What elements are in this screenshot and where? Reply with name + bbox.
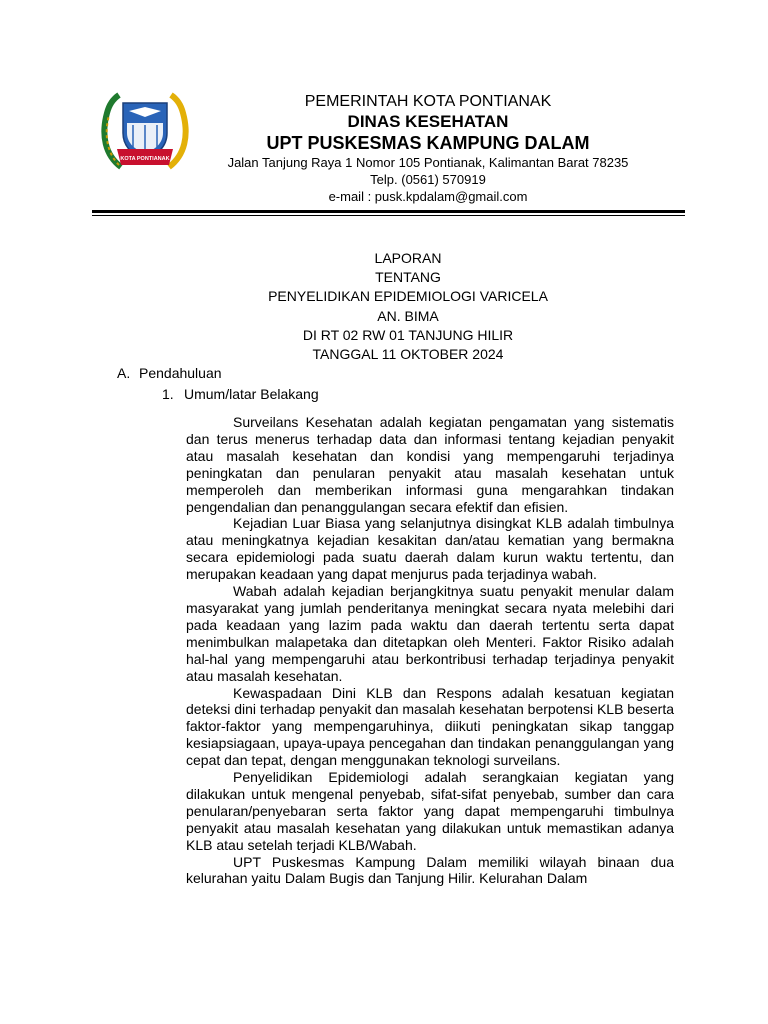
subsection-title: Umum/latar Belakang: [184, 386, 319, 402]
paragraph: Kejadian Luar Biasa yang selanjutnya disingkat KLB adalah timbulnya atau meningkatnya kejadian kesakitan dan/atau kematian yang bermakna secara epidemiologi pada suatu daerah dalam kurun waktu tertentu, dan merupakan keadaan yang dapat menjurus pada terjadinya wabah.: [186, 515, 674, 583]
body-text: [186, 414, 674, 887]
title-line: PENYELIDIKAN EPIDEMIOLOGI VARICELA: [268, 288, 548, 305]
letterhead-divider-thick: [92, 210, 685, 213]
section-number: A.: [117, 365, 131, 381]
paragraph: Wabah adalah kejadian berjangkitnya suatu penyakit menular dalam masyarakat yang jumlah penderitanya meningkat secara nyata melebihi dari pada keadaan yang lazim pada waktu dan daerah tertentu serta dapat menimbulkan malapetaka dan ditetapkan oleh Menteri. Faktor Risiko adalah hal-hal yang mempengaruhi atau berkontribusi terhadap terjadinya penyakit atau masalah kesehatan.: [186, 583, 674, 684]
title-line: TANGGAL 11 OKTOBER 2024: [312, 346, 504, 363]
address: Jalan Tanjung Raya 1 Nomor 105 Pontianak, Kalimantan Barat 78235: [227, 155, 629, 170]
section-title: Pendahuluan: [139, 365, 222, 381]
email: e-mail : pusk.kpdalam@gmail.com: [328, 189, 528, 204]
subsection-heading: [162, 385, 319, 403]
report-title: [180, 249, 636, 364]
phone: Telp. (0561) 570919: [370, 172, 486, 187]
section-heading: [117, 364, 222, 382]
title-line: TENTANG: [375, 269, 441, 286]
government-name: PEMERINTAH KOTA PONTIANAK: [304, 93, 552, 110]
paragraph: Penyelidikan Epidemiologi adalah serangkaian kegiatan yang dilakukan untuk mengenal penyebab, sifat-sifat penyebab, sumber dan cara penularan/penyebaran serta faktor yang dapat mempengaruhi timbulnya penyakit atau masalah kesehatan yang dilakukan untuk memastikan adanya KLB atau setelah terjadi KLB/Wabah.: [186, 769, 674, 853]
letterhead: [190, 92, 666, 205]
paragraph: Kewaspadaan Dini KLB dan Respons adalah kesatuan kegiatan deteksi dini terhadap penyakit dan masalah kesehatan berpotensi KLB beserta faktor-faktor yang mempengaruhinya, diikuti peningkatan sikap tanggap kesiapsiagaan, upaya-upaya pencegahan dan tindakan penanggulangan yang cepat dan tepat, dengan menggunakan teknologi surveilans.: [186, 684, 674, 769]
paragraph: Surveilans Kesehatan adalah kegiatan pengamatan yang sistematis dan terus menerus terhadap data dan informasi tentang kejadian penyakit atau masalah kesehatan dan kondisi yang mempengaruhi terjadinya peningkatan dan penularan penyakit atau masalah kesehatan untuk memperoleh dan memberikan informasi guna mengarahkan tindakan pengendalian dan penanggulangan secara efektif dan efisien.: [186, 414, 674, 515]
paragraph: UPT Puskesmas Kampung Dalam memiliki wilayah binaan dua kelurahan yaitu Dalam Bugis dan Tanjung Hilir. Kelurahan Dalam: [186, 853, 674, 887]
title-line: AN. BIMA: [377, 307, 439, 324]
title-line: LAPORAN: [374, 250, 442, 266]
subsection-number: 1.: [162, 386, 174, 402]
letterhead-divider-thin: [92, 215, 685, 216]
unit-name: UPT PUSKESMAS KAMPUNG DALAM: [266, 133, 590, 153]
svg-text:KOTA PONTIANAK: KOTA PONTIANAK: [120, 156, 170, 162]
kota-pontianak-emblem-logo: [99, 89, 191, 173]
agency-name: DINAS KESEHATAN: [347, 112, 509, 131]
title-line: DI RT 02 RW 01 TANJUNG HILIR: [302, 326, 514, 343]
